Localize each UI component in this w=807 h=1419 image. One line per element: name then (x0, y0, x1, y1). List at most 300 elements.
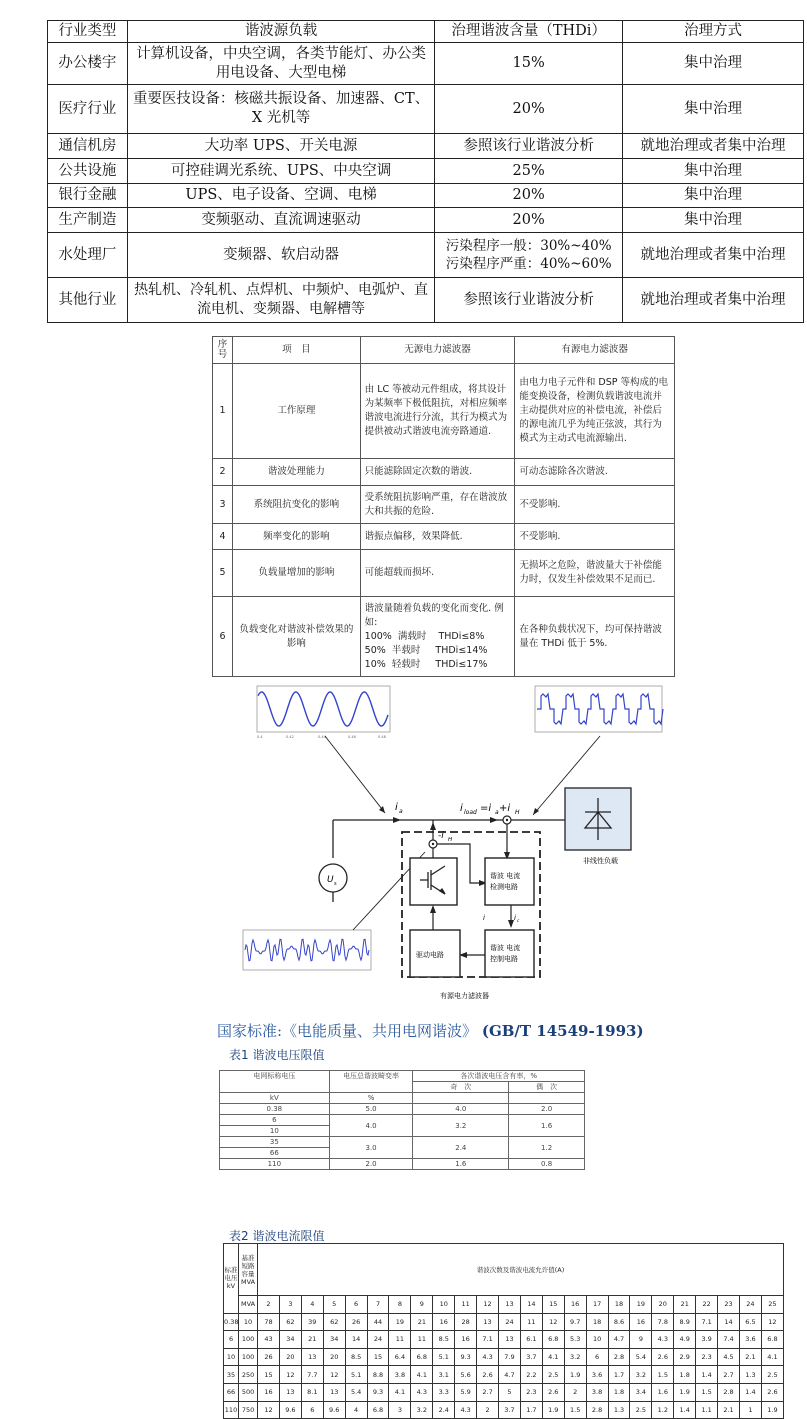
load-cell: 计算机设备，中央空调，各类节能灯、办公类用电设备、大型电梯 (127, 43, 434, 85)
item-cell: 频率变化的影响 (232, 524, 360, 550)
value-cell: 5.4 (630, 1348, 652, 1366)
thdi-cell: 参照该行业谐波分析 (435, 278, 623, 323)
voltage-cell: 6 (220, 1115, 330, 1126)
voltage-cell: 0.38 (220, 1104, 330, 1115)
order-cell: 3 (279, 1296, 301, 1314)
value-cell: 13 (301, 1348, 323, 1366)
load-cell: 变频驱动、直流调速驱动 (127, 208, 434, 233)
method-cell: 就地治理或者集中治理 (623, 233, 804, 278)
value-cell: 12 (542, 1313, 564, 1331)
value-cell: 1.5 (652, 1366, 674, 1384)
item-cell: 谐波处理能力 (232, 459, 360, 486)
load-cell: 重要医技设备：核磁共振设备、加速器、CT、X 光机等 (127, 85, 434, 134)
thdi-cell: 20% (435, 85, 623, 134)
header-cell: 谐波源负载 (127, 21, 434, 43)
order-cell: 10 (433, 1296, 455, 1314)
value-cell: 4.1 (389, 1383, 411, 1401)
value-cell: 1.9 (674, 1383, 696, 1401)
index-cell: 1 (213, 364, 233, 459)
table-row (220, 1159, 585, 1170)
value-cell: 110 (224, 1401, 239, 1419)
value-cell: 18 (586, 1313, 608, 1331)
header-cell: 偶 次 (509, 1082, 585, 1093)
value-cell: 24 (367, 1331, 389, 1349)
order-cell: 18 (608, 1296, 630, 1314)
value-cell: 6 (586, 1348, 608, 1366)
active-cell: 可动态滤除各次谐波. (515, 459, 675, 486)
value-cell: 3.6 (586, 1366, 608, 1384)
index-cell: 6 (213, 597, 233, 677)
value-cell: 500 (239, 1383, 258, 1401)
value-cell: 4.1 (761, 1348, 783, 1366)
iload-i: i (460, 803, 463, 814)
header-cell: 各次谐波电压含有率，% (413, 1071, 585, 1082)
standard-title-text: 国家标准:《电能质量、共用电网谐波》 (217, 1022, 478, 1040)
value-cell: 9.3 (455, 1348, 477, 1366)
passive-cell: 可能超载而损坏. (360, 550, 515, 597)
value-cell: 43 (258, 1331, 280, 1349)
odd-cell: 4.0 (413, 1104, 509, 1115)
value-cell: 6.5 (739, 1313, 761, 1331)
header-cell: 项 目 (232, 337, 360, 364)
voltage-cell: 66 (220, 1148, 330, 1159)
iload-a: a (495, 809, 499, 816)
industry-cell: 公共设施 (48, 159, 128, 184)
odd-cell: 3.2 (413, 1115, 509, 1137)
ic-sub: c (517, 918, 520, 923)
order-cell: 4 (301, 1296, 323, 1314)
thdi-cell: 20% (435, 208, 623, 233)
value-cell: 24 (499, 1313, 521, 1331)
active-cell: 不受影响. (515, 486, 675, 524)
header-cell: 基准短路容量MVA (239, 1244, 258, 1296)
value-cell: 3.3 (433, 1383, 455, 1401)
table-row (48, 134, 804, 159)
unit-cell: kV (220, 1093, 330, 1104)
table-row (224, 1401, 784, 1419)
value-cell: 2.6 (761, 1383, 783, 1401)
load-cell: 大功率 UPS、开关电源 (127, 134, 434, 159)
industry-cell: 水处理厂 (48, 233, 128, 278)
control-circuit-box (485, 930, 534, 977)
table-row (213, 524, 675, 550)
table-row (213, 597, 675, 677)
value-cell: 3.6 (739, 1331, 761, 1349)
value-cell: 1.9 (542, 1401, 564, 1419)
value-cell: 3.2 (630, 1366, 652, 1384)
value-cell: 8.1 (301, 1383, 323, 1401)
active-cell: 不受影响. (515, 524, 675, 550)
order-cell: 15 (542, 1296, 564, 1314)
order-cell: 19 (630, 1296, 652, 1314)
item-cell: 系统阻抗变化的影响 (232, 486, 360, 524)
value-cell: 11 (411, 1331, 433, 1349)
control-box-full (235, 679, 237, 681)
igbt-switch-box (410, 858, 457, 905)
load-cell: 变频器、软启动器 (127, 233, 434, 278)
industry-harmonic-table (47, 20, 804, 323)
value-cell: 2.8 (586, 1401, 608, 1419)
order-cell: 2 (258, 1296, 280, 1314)
value-cell: 4.9 (674, 1331, 696, 1349)
value-cell: 1.7 (608, 1366, 630, 1384)
value-cell: 2.5 (630, 1401, 652, 1419)
header-cell: 无源电力滤波器 (360, 337, 515, 364)
detect-box-label: 谐波 电流 (490, 872, 521, 880)
order-cell: 7 (367, 1296, 389, 1314)
control-box-label2: 控制电路 (490, 955, 518, 963)
iload-eq: =i (480, 803, 492, 814)
value-cell: 4.7 (608, 1331, 630, 1349)
value-cell: 44 (367, 1313, 389, 1331)
value-cell: 4.1 (542, 1348, 564, 1366)
value-cell: 4.7 (499, 1366, 521, 1384)
active-cell: 在各种负载状况下，均可保持谐波量在 THDi 低于 5%. (515, 597, 675, 677)
passive-cell: 由 LC 等被动元件组成，将其设计为某频率下极低阻抗，对相应频率谐波电流进行分流，其行为模式为提供被动式谐波电流旁路通道. (360, 364, 515, 459)
table-row (220, 1137, 585, 1148)
value-cell: 20 (323, 1348, 345, 1366)
value-cell: 35 (224, 1366, 239, 1384)
value-cell: 2.6 (652, 1348, 674, 1366)
value-cell: 2.5 (761, 1366, 783, 1384)
iload-h: H (515, 809, 520, 816)
table-header-row (213, 337, 675, 364)
value-cell: 4.3 (455, 1401, 477, 1419)
drive-box-label: 驱动电路 (416, 951, 444, 959)
value-cell: 4.3 (411, 1383, 433, 1401)
value-cell: 4.3 (652, 1331, 674, 1349)
table-row (48, 208, 804, 233)
thdi-cell: 15% (435, 43, 623, 85)
value-cell: 6 (301, 1401, 323, 1419)
value-cell: 8.9 (674, 1313, 696, 1331)
table2-caption: 表2 谐波电流限值 (229, 1229, 325, 1243)
order-cell: 12 (477, 1296, 499, 1314)
industry-cell: 办公楼宇 (48, 43, 128, 85)
order-cell: 25 (761, 1296, 783, 1314)
order-cell: 9 (411, 1296, 433, 1314)
value-cell: 3.8 (586, 1383, 608, 1401)
load-cell: 可控硅调光系统、UPS、中央空调 (127, 159, 434, 184)
voltage-limit-table (219, 1070, 585, 1170)
value-cell: 8.5 (345, 1348, 367, 1366)
table-row (220, 1104, 585, 1115)
table-row (224, 1366, 784, 1384)
header-cell: 治理方式 (623, 21, 804, 43)
value-cell: 28 (455, 1313, 477, 1331)
value-cell: 11 (520, 1313, 542, 1331)
value-cell: 66 (224, 1383, 239, 1401)
table-row (48, 233, 804, 278)
header-cell: 电网标称电压 (220, 1071, 330, 1093)
value-cell: 5.6 (455, 1366, 477, 1384)
unit-cell: % (329, 1093, 413, 1104)
value-cell: 13 (323, 1383, 345, 1401)
value-cell: 20 (279, 1348, 301, 1366)
source-sub: s (334, 881, 337, 887)
order-cell: 20 (652, 1296, 674, 1314)
odd-cell: 2.4 (413, 1137, 509, 1159)
thd-cell: 4.0 (329, 1115, 413, 1137)
ih-sub: H (448, 837, 453, 843)
value-cell: 8.6 (608, 1313, 630, 1331)
value-cell: 2.8 (718, 1383, 740, 1401)
value-cell: 3.1 (433, 1366, 455, 1384)
value-cell: 3.4 (630, 1383, 652, 1401)
header-cell: 谐波次数及谐波电流允许值(A) (258, 1244, 784, 1296)
compensation-current-plot (243, 930, 371, 970)
value-cell: 6.8 (542, 1331, 564, 1349)
value-cell: 9.3 (367, 1383, 389, 1401)
value-cell: 19 (389, 1313, 411, 1331)
value-cell: 1.5 (696, 1383, 718, 1401)
industry-cell: 生产制造 (48, 208, 128, 233)
value-cell: 2.7 (718, 1366, 740, 1384)
index-cell: 2 (213, 459, 233, 486)
value-cell: 1.4 (739, 1383, 761, 1401)
method-cell: 集中治理 (623, 184, 804, 208)
table1-caption: 表1 谐波电压限值 (229, 1048, 325, 1062)
header-cell: 行业类型 (48, 21, 128, 43)
table-row (224, 1331, 784, 1349)
order-cell: 17 (586, 1296, 608, 1314)
value-cell: 2.3 (696, 1348, 718, 1366)
value-cell: 16 (630, 1313, 652, 1331)
value-cell: 2.8 (608, 1348, 630, 1366)
value-cell: 1.5 (564, 1401, 586, 1419)
value-cell: 13 (279, 1383, 301, 1401)
value-cell: 9.6 (279, 1401, 301, 1419)
header-cell: 治理谐波含量（THDi） (435, 21, 623, 43)
table-row (48, 159, 804, 184)
method-cell: 集中治理 (623, 85, 804, 134)
value-cell: 6.1 (520, 1331, 542, 1349)
value-cell: 26 (258, 1348, 280, 1366)
thd-cell: 5.0 (329, 1104, 413, 1115)
header-cell: 标准电压kV (224, 1244, 239, 1314)
value-cell: 15 (367, 1348, 389, 1366)
value-cell: 8.5 (433, 1331, 455, 1349)
index-cell: 5 (213, 550, 233, 597)
value-cell: 16 (258, 1383, 280, 1401)
plot-tick: 0.48 (378, 735, 386, 739)
value-cell: 2.1 (739, 1348, 761, 1366)
value-cell: 1.1 (696, 1401, 718, 1419)
order-cell: 5 (323, 1296, 345, 1314)
plot-tick: 0.46 (348, 735, 356, 739)
value-cell: 34 (279, 1331, 301, 1349)
method-cell: 就地治理或者集中治理 (623, 278, 804, 323)
value-cell: 6.8 (411, 1348, 433, 1366)
order-cell: 11 (455, 1296, 477, 1314)
value-cell: 6 (224, 1331, 239, 1349)
filter-comparison-table (212, 336, 675, 677)
passive-cell: 只能滤除固定次数的谐波. (360, 459, 515, 486)
table-row (213, 550, 675, 597)
industry-cell: 医疗行业 (48, 85, 128, 134)
value-cell: 2.2 (520, 1366, 542, 1384)
item-cell: 工作原理 (232, 364, 360, 459)
order-cell: 13 (499, 1296, 521, 1314)
value-cell: 9.6 (323, 1401, 345, 1419)
index-cell: 3 (213, 486, 233, 524)
passive-cell: 受系统阻抗影响严重，存在谐波放大和共振的危险. (360, 486, 515, 524)
method-cell: 就地治理或者集中治理 (623, 134, 804, 159)
value-cell: 12 (323, 1366, 345, 1384)
table-row (224, 1313, 784, 1331)
value-cell: 2.6 (477, 1366, 499, 1384)
value-cell: 5.1 (345, 1366, 367, 1384)
value-cell: 2 (477, 1401, 499, 1419)
iload-sub: load (464, 809, 477, 816)
value-cell: 16 (455, 1331, 477, 1349)
table-header-row (224, 1244, 784, 1296)
value-cell: 4.3 (477, 1348, 499, 1366)
standard-title (217, 1020, 644, 1041)
order-cell: 21 (674, 1296, 696, 1314)
load-cell: UPS、电子设备、空调、电梯 (127, 184, 434, 208)
table-row (220, 1115, 585, 1126)
value-cell: 26 (345, 1313, 367, 1331)
value-cell: 1.9 (564, 1366, 586, 1384)
thdi-cell: 20% (435, 184, 623, 208)
even-cell: 0.8 (509, 1159, 585, 1170)
even-cell: 2.0 (509, 1104, 585, 1115)
table-header-row (48, 21, 804, 43)
table-row (224, 1383, 784, 1401)
value-cell: 78 (258, 1313, 280, 1331)
iload-plus: +i (499, 803, 511, 814)
passive-cell: 谐波量随着负载的变化而变化. 例如: 100% 满载时 THDi≤8% 50% 半载时 THDi≤14% 10% 轻载时 THDi≤17% (360, 597, 515, 677)
value-cell: 7.8 (652, 1313, 674, 1331)
value-cell: 7.4 (718, 1331, 740, 1349)
control-box-label: 谐波 电流 (490, 944, 521, 952)
value-cell: 16 (433, 1313, 455, 1331)
source-current-plot (257, 686, 390, 739)
even-cell: 1.2 (509, 1137, 585, 1159)
thdi-cell: 25% (435, 159, 623, 184)
value-cell: 12 (258, 1401, 280, 1419)
value-cell: 12 (279, 1366, 301, 1384)
value-cell: 62 (323, 1313, 345, 1331)
method-cell: 集中治理 (623, 43, 804, 85)
value-cell: 6.4 (389, 1348, 411, 1366)
value-cell: 1.7 (520, 1401, 542, 1419)
value-cell: 1.4 (696, 1366, 718, 1384)
value-cell: 12 (761, 1313, 783, 1331)
value-cell: 5.4 (345, 1383, 367, 1401)
value-cell: 5 (499, 1383, 521, 1401)
detect-box-label2: 检测电路 (490, 883, 518, 891)
method-cell: 集中治理 (623, 159, 804, 184)
ia-label: i (395, 802, 398, 813)
value-cell: 10 (239, 1313, 258, 1331)
method-cell: 集中治理 (623, 208, 804, 233)
value-cell: 1.4 (674, 1401, 696, 1419)
value-cell: 21 (301, 1331, 323, 1349)
table-row (48, 278, 804, 323)
thd-cell: 2.0 (329, 1159, 413, 1170)
header-cell: 有源电力滤波器 (515, 337, 675, 364)
even-cell: 1.6 (509, 1115, 585, 1137)
plot-tick: 0.44 (318, 735, 326, 739)
value-cell: 7.1 (696, 1313, 718, 1331)
value-cell: 4.5 (718, 1348, 740, 1366)
voltage-cell: 35 (220, 1137, 330, 1148)
index-cell: 4 (213, 524, 233, 550)
thdi-cell: 参照该行业谐波分析 (435, 134, 623, 159)
value-cell: 4.1 (411, 1366, 433, 1384)
order-cell: 24 (739, 1296, 761, 1314)
table-row (213, 486, 675, 524)
value-cell: 3.9 (696, 1331, 718, 1349)
value-cell: 9.7 (564, 1313, 586, 1331)
voltage-cell: 110 (220, 1159, 330, 1170)
odd-cell: 1.6 (413, 1159, 509, 1170)
value-cell: 9 (630, 1331, 652, 1349)
value-cell: 3.2 (564, 1348, 586, 1366)
active-filter-diagram (235, 680, 675, 1010)
value-cell: 11 (389, 1331, 411, 1349)
value-cell: 1.3 (608, 1401, 630, 1419)
value-cell: 1.8 (674, 1366, 696, 1384)
value-cell: 3.7 (499, 1401, 521, 1419)
order-cell: 8 (389, 1296, 411, 1314)
value-cell: 5.9 (455, 1383, 477, 1401)
value-cell: 250 (239, 1366, 258, 1384)
value-cell: 100 (239, 1348, 258, 1366)
current-limit-table (223, 1243, 784, 1419)
thdi-cell: 污染程序一般：30%~40% 污染程序严重：40%~60% (435, 233, 623, 278)
order-cell: 23 (718, 1296, 740, 1314)
value-cell: 13 (477, 1313, 499, 1331)
value-cell: 14 (345, 1331, 367, 1349)
value-cell: 2.4 (433, 1401, 455, 1419)
value-cell: 2 (564, 1383, 586, 1401)
load-caption: 非线性负载 (583, 857, 618, 865)
header-cell: 电压总谐波畸变率 (329, 1071, 413, 1093)
value-cell: 3.2 (411, 1401, 433, 1419)
value-cell: 2.7 (477, 1383, 499, 1401)
industry-cell: 银行金融 (48, 184, 128, 208)
value-cell: 5.1 (433, 1348, 455, 1366)
value-cell: 15 (258, 1366, 280, 1384)
value-cell: 7.1 (477, 1331, 499, 1349)
value-cell: 34 (323, 1331, 345, 1349)
value-cell: 2.6 (542, 1383, 564, 1401)
value-cell: 1.9 (761, 1401, 783, 1419)
industry-cell: 通信机房 (48, 134, 128, 159)
table-row (48, 184, 804, 208)
value-cell: 10 (586, 1331, 608, 1349)
value-cell: 7.9 (499, 1348, 521, 1366)
order-cell: 22 (696, 1296, 718, 1314)
unit-cell: MVA (239, 1296, 258, 1314)
plot-tick: 0.4 (257, 735, 263, 739)
order-cell: 14 (520, 1296, 542, 1314)
value-cell: 3.7 (520, 1348, 542, 1366)
header-cell: 奇 次 (413, 1082, 509, 1093)
ia-sub: a (399, 808, 403, 815)
value-cell: 8.8 (367, 1366, 389, 1384)
value-cell: 5.3 (564, 1331, 586, 1349)
ic-small: i (514, 914, 516, 922)
value-cell: 1.2 (652, 1401, 674, 1419)
value-cell: 62 (279, 1313, 301, 1331)
value-cell: 1.3 (739, 1366, 761, 1384)
active-cell: 由电力电子元件和 DSP 等构成的电能变换设备，检测负载谐波电流并主动提供对应的补偿电流，补偿后的源电流几乎为纯正弦波，其行为模式为主动式电流源输出. (515, 364, 675, 459)
value-cell: 13 (499, 1331, 521, 1349)
